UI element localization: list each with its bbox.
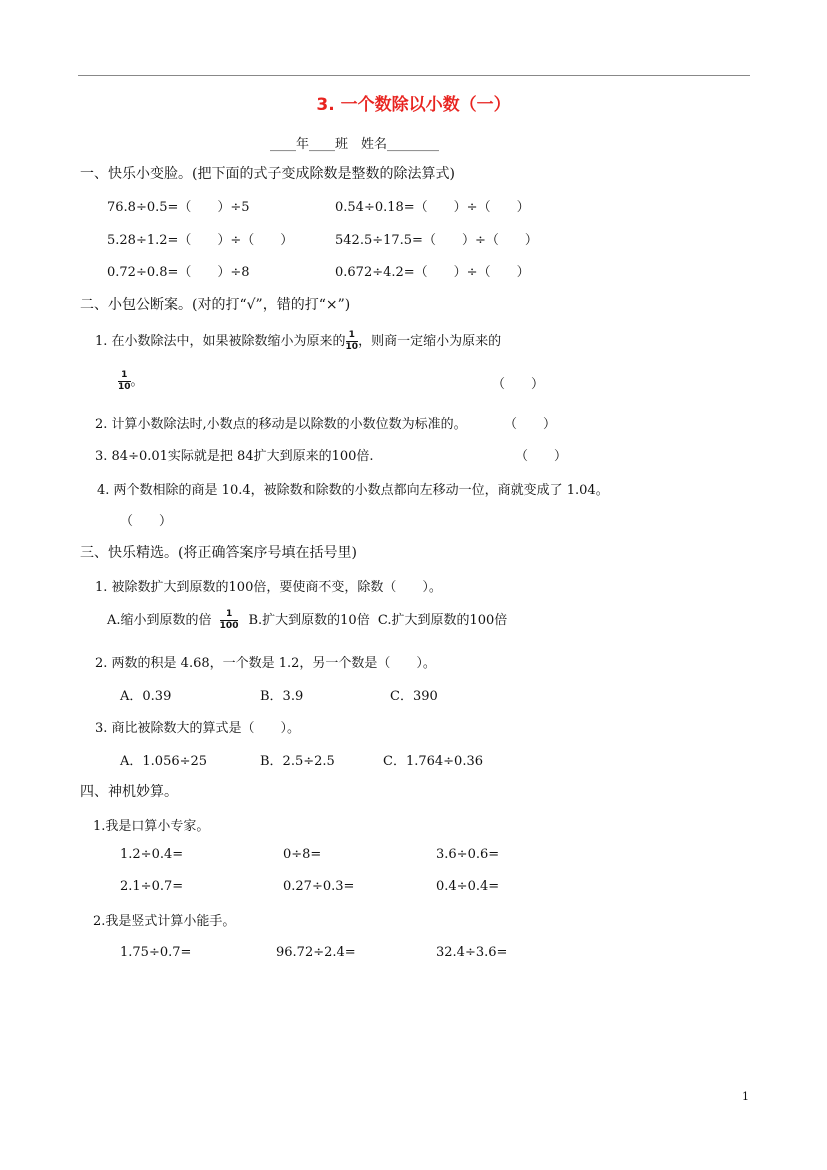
section2-heading: 二、小包公断案。(对的打“√”，错的打“×”) xyxy=(80,297,351,313)
fraction-one-hundredth: $\frac{1}{100}$ xyxy=(219,609,239,631)
s3-q3: 3. 商比被除数大的算式是（ ）。 xyxy=(95,721,301,736)
s3-q1-option-c: C.扩大到原数的100倍 xyxy=(377,613,508,628)
s3-q1-option-a: A.缩小到原数的倍 xyxy=(107,613,212,628)
s4-oral-r1-c3: 3.6÷0.6= xyxy=(436,847,500,862)
s2-q1-line2: $\frac{1}{10}$ 。 xyxy=(118,370,144,392)
s4-vertical-c2: 96.72÷2.4= xyxy=(276,945,356,960)
s4-vertical-c1: 1.75÷0.7= xyxy=(120,945,192,960)
s4-oral-r2-c3: 0.4÷0.4= xyxy=(436,879,500,894)
s4-sub2: 2.我是竖式计算小能手。 xyxy=(93,914,236,929)
s2-q2-answer-paren[interactable]: （ ） xyxy=(504,417,557,432)
s3-q2-option-b: B．3.9 xyxy=(260,689,304,704)
page-title: 3. 一个数除以小数（一） xyxy=(316,95,511,115)
s3-q2-option-a: A．0.39 xyxy=(120,689,172,704)
page-number: 1 xyxy=(742,1090,749,1103)
s2-q3: 3. 84÷0.01实际就是把 84扩大到原来的100倍. xyxy=(95,449,374,464)
s4-oral-r2-c2: 0.27÷0.3= xyxy=(283,879,355,894)
s4-oral-r2-c1: 2.1÷0.7= xyxy=(120,879,184,894)
s1-r2-right: 542.5÷17.5=（ ）÷（ ） xyxy=(335,233,538,248)
s2-q2: 2. 计算小数除法时,小数点的移动是以除数的小数位数为标准的。 xyxy=(95,417,467,432)
s4-oral-r1-c1: 1.2÷0.4= xyxy=(120,847,184,862)
class-name-line: ____年____班 姓名________ xyxy=(270,137,440,152)
s3-q1-option-b: B.扩大到原数的10倍 xyxy=(248,613,370,628)
s2-q1-answer-paren[interactable]: （ ） xyxy=(492,377,545,392)
s2-q4-answer-paren[interactable]: （ ） xyxy=(120,514,173,529)
s2-q3-answer-paren[interactable]: （ ） xyxy=(515,449,568,464)
s1-r3-right: 0.672÷4.2=（ ）÷（ ） xyxy=(335,265,530,280)
s1-r1-right: 0.54÷0.18=（ ）÷（ ） xyxy=(335,200,530,215)
section3-heading: 三、快乐精选。(将正确答案序号填在括号里) xyxy=(80,545,357,561)
s4-oral-r1-c2: 0÷8= xyxy=(283,847,322,862)
s1-r2-left: 5.28÷1.2=（ ）÷（ ） xyxy=(107,233,294,248)
s2-q1 xyxy=(95,330,501,352)
s3-q1-options xyxy=(107,609,507,631)
s2-q4: 4. 两个数相除的商是 10.4，被除数和除数的小数点都向左移动一位，商就变成了 1.04。 xyxy=(97,483,609,498)
fraction-one-tenth-2: $\frac{1}{10}$ xyxy=(118,370,131,392)
fraction-one-tenth: $\frac{1}{10}$ xyxy=(345,330,359,352)
header-rule xyxy=(78,75,750,76)
s1-r3-left: 0.72÷0.8=（ ）÷8 xyxy=(107,265,250,280)
s3-q3-option-c: C．1.764÷0.36 xyxy=(383,754,484,769)
section4-heading: 四、神机妙算。 xyxy=(80,784,178,800)
s2-q1-tail: ，则商一定缩小为原来的 xyxy=(358,334,502,349)
s2-q1-text: 1. 在小数除法中，如果被除数缩小为原来的 xyxy=(95,334,346,349)
s1-r1-left: 76.8÷0.5=（ ）÷5 xyxy=(107,200,250,215)
s4-vertical-c3: 32.4÷3.6= xyxy=(436,945,508,960)
s3-q2-option-c: C．390 xyxy=(390,689,438,704)
s4-sub1: 1.我是口算小专家。 xyxy=(93,819,210,834)
section1-heading: 一、快乐小变脸。(把下面的式子变成除数是整数的除法算式) xyxy=(80,166,455,182)
s3-q2: 2. 两数的积是 4.68，一个数是 1.2，另一个数是（ ）。 xyxy=(95,656,436,671)
s3-q3-option-b: B．2.5÷2.5 xyxy=(260,754,335,769)
s3-q3-option-a: A．1.056÷25 xyxy=(120,754,208,769)
s3-q1: 1. 被除数扩大到原数的100倍，要使商不变，除数（ ）。 xyxy=(95,580,442,595)
